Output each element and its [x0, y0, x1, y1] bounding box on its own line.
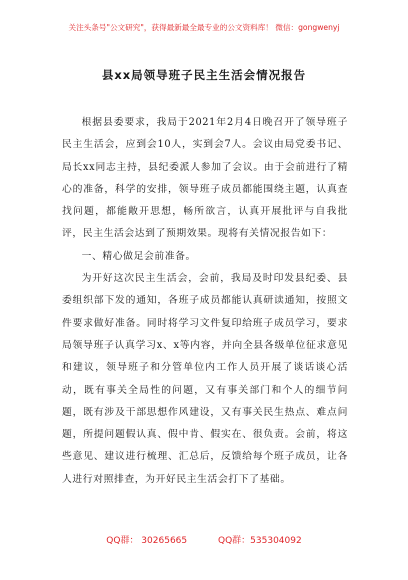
section-heading-1: 一、精心做足会前准备。	[81, 250, 196, 262]
header-promo-note: 关注头条号"公文研究"，获得最新最全最专业的公文资料库！ 微信：gongwenyj	[68, 23, 340, 32]
document-title: 县xx局领导班子民主生活会情况报告	[101, 68, 307, 82]
footer-contacts	[0, 533, 408, 546]
qq-group-2: QQ群：535304092	[218, 536, 302, 546]
intro-paragraph: 根据县委要求，我局于2021年2月4日晚召开了领导班子民主生活会，应到会10人，实到会7人。会议由局党委书记、局长xx同志主持，县纪委派人参加了会议。由于会前进行了精心的准备，科学的安排，领导班子成员都能围绕主题，认真查找问题，都能敞开思想，畅所欲言，认真开展批评与自我批评，民主生活会达到了预期效果。现将有关情况报告如下：	[62, 117, 348, 240]
qq-group-1: QQ群： 30265665	[106, 536, 188, 546]
section-paragraph-1: 为开好这次民主生活会，会前，我局及时印发县纪委、县委组织部下发的通知，各班子成员都能认真研读通知，按照文件要求做好准备。同时将学习文件复印给班子成员学习，要求局领导班子认真学习x、x等内容，并向全县各级单位征求意见和建议，领导班子和分管单位内工作人员开展了谈话谈心活动，既有事关全局性的问题，又有事关部门和个人的细节问题，既有涉及干部思想作风建设，又有事关民生热点、难点问题，所提问题假认真、假中肯、假实在、很负责。会前，将这些意见、建议进行梳理、汇总后，反馈给每个班子成员，让各人进行对照排查，为开好民主生活会打下了基础。	[62, 273, 348, 485]
document-body	[62, 112, 348, 491]
